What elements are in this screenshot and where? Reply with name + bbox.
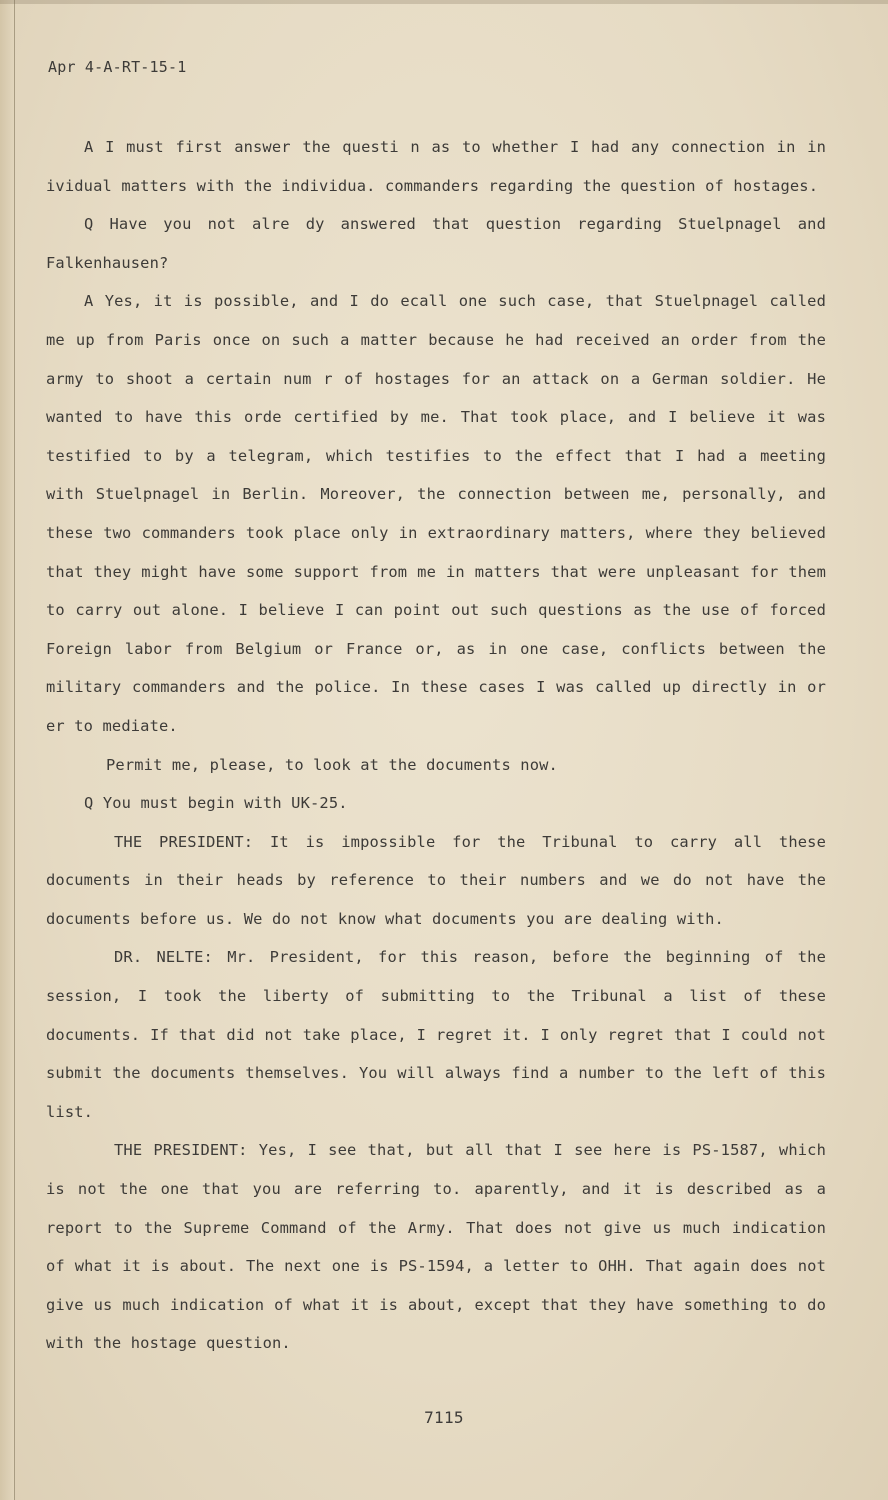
answer-paragraph: A I must first answer the questi n as to whether I had any connection in in ividual matters with the individua. commanders regarding the question of hostages. [46, 138, 826, 195]
continuation-paragraph: Permit me, please, to look at the documents now. [106, 755, 558, 774]
president-statement: THE PRESIDENT: It is impossible for the Tribunal to carry all these documents in their heads by reference to their numbers and we do not have the documents before us. We do not know what documents you are dealing with. [46, 832, 826, 928]
president-statement: THE PRESIDENT: Yes, I see that, but all that I see here is PS-1587, which is not the one that you are referring to. aparently, and it is described as a report to the Supreme Command of the Army. That does not give us much indication of what it is about. The next one is PS-1594, a letter to OHH. That again does not give us much indication of what it is about, except that they have something to do with the hostage question. [46, 1141, 826, 1353]
page-binding-edge [0, 0, 15, 1500]
page-top-edge [0, 0, 888, 4]
question-paragraph: Q You must begin with UK-25. [84, 794, 348, 813]
page-number: 7115 [424, 1408, 464, 1427]
document-reference: Apr 4-A-RT-15-1 [48, 58, 187, 76]
transcript-body [46, 128, 826, 1363]
defense-counsel-statement: DR. NELTE: Mr. President, for this reason, before the beginning of the session, I took the liberty of submitting to the Tribunal a list of these documents. If that did not take place, I regret it. I only regret that I could not submit the documents themselves. You will always find a number to the left of this list. [46, 948, 826, 1121]
answer-paragraph: A Yes, it is possible, and I do ecall one such case, that Stuelpnagel called me up from Paris once on such a matter because he had received an order from the army to shoot a certain num r of hostages for an attack on a German soldier. He wanted to have this orde certified by me. That took place, and I believe it was testified to by a telegram, which testifies to the effect that I had a meeting with Stuelpnagel in Berlin. Moreover, the connection between me, personally, and these two commanders took place only in extraordinary matters, where they believed that they might have some support from me in matters that were unpleasant for them to carry out alone. I believe I can point out such questions as the use of forced Foreign labor from Belgium or France or, as in one case, conflicts between the military commanders and the police. In these cases I was called up directly in or er to mediate. [46, 292, 826, 735]
question-paragraph: Q Have you not alre dy answered that question regarding Stuelpnagel and Falkenhausen? [46, 215, 826, 272]
